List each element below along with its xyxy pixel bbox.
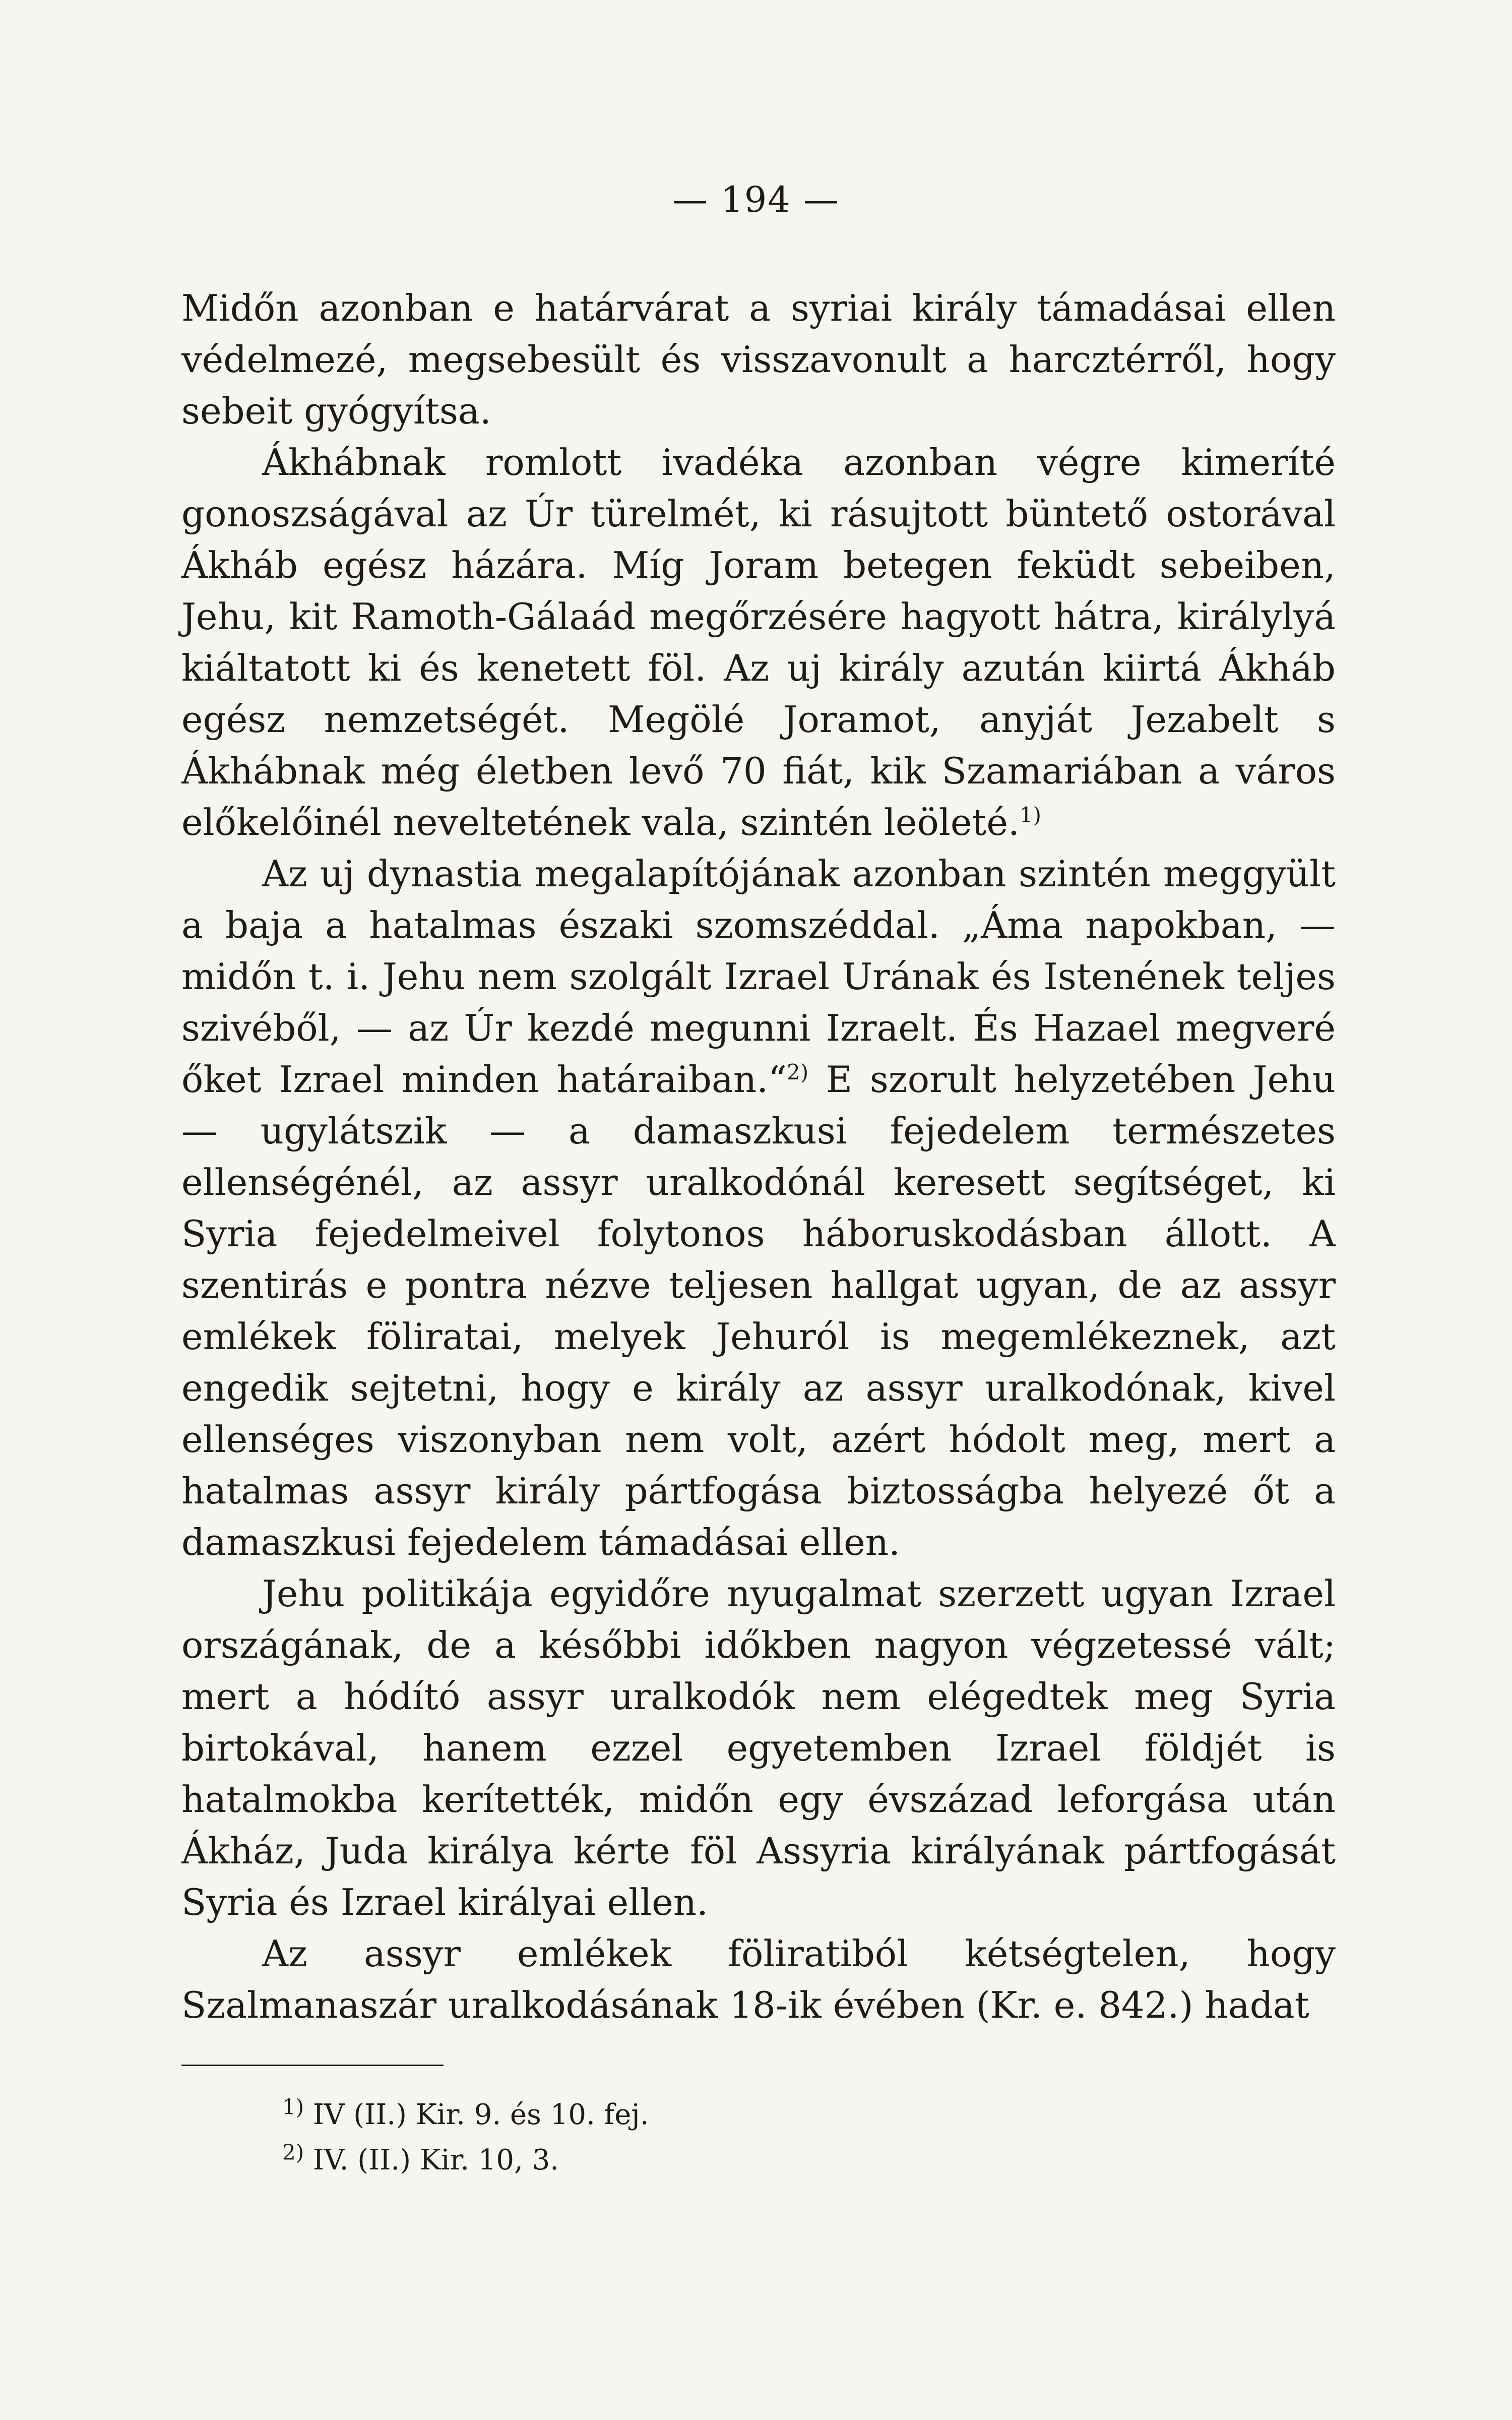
- paragraph-1: Midőn azonban e határvárat a syriai király támadásai ellen védelmezé, megsebesült és visszavonult a harcztérről, hogy sebeit gyógyítsa.: [181, 287, 1336, 432]
- footnote-1-mark: 1): [282, 2094, 304, 2120]
- footnote-1: [282, 2092, 1189, 2138]
- paragraph-3-text: Az uj dynastia megalapítójának azonban szintén meggyült a baja a hatalmas északi szomszéddal. „Áma napokban, — midőn t. i. Jehu nem szolgált Izrael Urának és Istenének teljes szivéből, — az Úr kezdé megunni Izraelt. És Hazael megveré őket Izrael minden határaiban.“: [181, 853, 1336, 1101]
- body-text: [181, 282, 1336, 2031]
- footnote-divider: [181, 2065, 444, 2066]
- footnote-1-text: IV (II.) Kir. 9. és 10. fej.: [312, 2098, 649, 2131]
- footnote-ref-1: 1): [1019, 803, 1041, 827]
- footnote-2: [282, 2138, 1189, 2183]
- paragraph-2: [181, 437, 1336, 848]
- paragraph-3: [181, 848, 1336, 1568]
- footnote-2-text: IV. (II.) Kir. 10, 3.: [312, 2144, 559, 2176]
- footnote-ref-2: 2): [786, 1060, 809, 1084]
- footnote-2-mark: 2): [282, 2140, 304, 2165]
- paragraph-2-text: Ákhábnak romlott ivadéka azonban végre kimeríté gonoszságával az Úr türelmét, ki rásujtott büntető ostorával Ákháb egész házára. Míg Joram betegen feküdt sebeiben, Jehu, kit Ramoth-Gálaád megőrzésére hagyott hátra, királylyá kiáltatott ki és kenetett föl. Az uj király azután kiirtá Ákháb egész nemzetségét. Megölé Joramot, anyját Jezabelt s Ákhábnak még életben levő 70 fiát, kik Szamariában a város előkelőinél neveltetének vala, szintén leöleté.: [181, 441, 1336, 843]
- paragraph-3-continuation: E szorult helyzetében Jehu — ugylátszik — a damaszkusi fejedelem természetes ellenségénél, az assyr uralkodónál keresett segítséget, ki Syria fejedelmeivel folytonos háboruskodásban állott. A szentirás e pontra nézve teljesen hallgat ugyan, de az assyr emlékek föliratai, melyek Jehuról is megemlékeznek, azt engedik sejtetni, hogy e király az assyr uralkodónak, kivel ellenséges viszonyban nem volt, azért hódolt meg, mert a hatalmas assyr király pártfogása biztosságba helyezé őt a damaszkusi fejedelem támadásai ellen.: [181, 1058, 1336, 1563]
- paragraph-5: Az assyr emlékek föliratiból kétségtelen, hogy Szalmanaszár uralkodásának 18-ik évében (Kr. e. 842.) hadat: [181, 1932, 1336, 2026]
- footnotes: [282, 2092, 1189, 2183]
- paragraph-4: Jehu politikája egyidőre nyugalmat szerzett ugyan Izrael országának, de a későbbi időkben nagyon végzetessé vált; mert a hódító assyr uralkodók nem elégedtek meg Syria birtokával, hanem ezzel egyetemben Izrael földjét is hatalmokba kerítették, midőn egy évszázad leforgása után Ákház, Juda királya kérte föl Assyria királyának pártfogását Syria és Izrael királyai ellen.: [181, 1572, 1336, 1923]
- page-number: — 194 —: [672, 179, 840, 220]
